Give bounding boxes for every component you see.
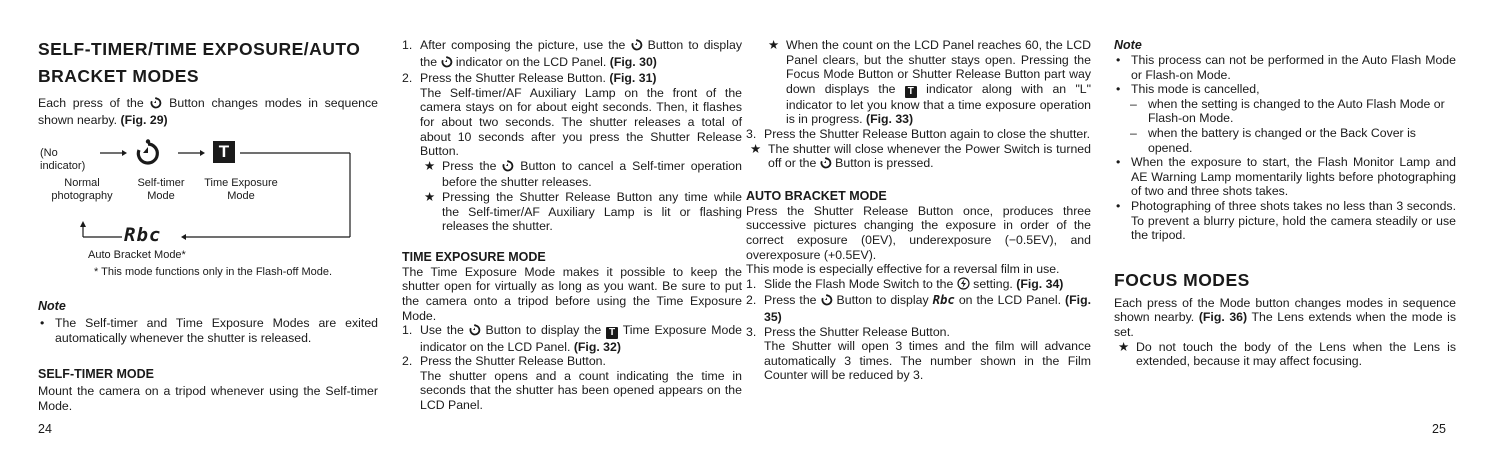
step-1: 1. After composing the picture, use the Button to display the indicator on the LCD Panel. (Fig. 30)	[402, 38, 742, 71]
diagram-footnote: * This mode functions only in the Flash-off Mode.	[94, 266, 333, 279]
note-item: • This process can not be performed in the Auto Flash Mode or Flash-on Mode.	[1116, 53, 1456, 82]
step-2-body: The Self-timer/AF Auxiliary Lamp on the front of the camera stays on for about eight seconds. Then, it flashes for about two seconds. The shutter releases a total of about 10 seconds after you press the Shutter Release Button.	[420, 85, 742, 159]
auto-bracket-text: Press the Shutter Release Button once, produces three successive pictures changing the exposure in order of the correct exposure (0EV), underexposure (−0.5EV), and overexposure (+0.5EV).	[746, 203, 1091, 262]
mode-sequence-diagram	[38, 139, 378, 289]
star-item: ★ Press the Button to cancel a Self-timer operation before the shutter releases.	[424, 158, 742, 190]
auto-bracket-symbol: Rbc	[932, 293, 955, 308]
focus-modes-text: Each press of the Mode button changes modes in sequence shown nearby. (Fig. 36) The Lens extends when the mode is set.	[1114, 295, 1456, 339]
time-step-1: 1. Use the Button to display the T Time Exposure Mode indicator on the LCD Panel. (Fig. 32)	[402, 323, 743, 354]
time-exposure-symbol: T	[213, 141, 235, 163]
note-item: • The Self-timer and Time Exposure Modes are exited automatically whenever the shutter is released.	[40, 316, 378, 345]
auto-bracket-symbol: Rbc	[124, 224, 162, 247]
note-heading: Note	[1114, 38, 1142, 52]
time-exposure-icon: T	[905, 86, 917, 98]
flash-off-icon	[957, 277, 970, 294]
page-title: SELF-TIMER/TIME EXPOSURE/AUTO BRACKET MODES	[38, 39, 361, 86]
intro-paragraph: Each press of the Button changes modes in sequence shown nearby. (Fig. 29)	[38, 96, 378, 127]
self-timer-icon	[820, 157, 832, 173]
left-column-1	[38, 36, 378, 414]
normal-photography-label: Normal photography	[51, 177, 113, 203]
left-column-2	[402, 38, 742, 413]
step-3: 3. Press the Shutter Release Button again to close the shutter.	[746, 126, 1091, 141]
note-dash-item: – when the setting is changed to the Auto Flash Mode or Flash-on Mode.	[1130, 96, 1445, 126]
step-2: 2. Press the Shutter Release Button. (Fig. 31)	[402, 71, 657, 86]
self-timer-icon	[441, 56, 453, 72]
no-indicator-label: (No indicator)	[40, 147, 86, 173]
self-timer-icon	[469, 324, 481, 340]
time-exposure-heading: TIME EXPOSURE MODE	[402, 249, 546, 264]
time-exposure-mode-label: Time Exposure Mode	[204, 177, 278, 203]
auto-step-1: 1. Slide the Flash Mode Switch to the setting. (Fig. 34)	[746, 277, 1091, 294]
self-timer-symbol-icon	[134, 139, 162, 170]
auto-bracket-text-2: This mode is especially effective for a reversal film in use.	[746, 262, 1060, 277]
self-timer-mode-text: Mount the camera on a tripod whenever using the Self-timer Mode.	[38, 384, 378, 413]
self-timer-icon	[150, 97, 162, 113]
note-item: • This mode is cancelled,	[1116, 82, 1260, 97]
page-number-right: 25	[1432, 422, 1446, 436]
star-item: ★ The shutter will close whenever the Power Switch is turned off or the Button is pressed.	[746, 142, 1091, 173]
right-column-2	[1114, 38, 1456, 369]
auto-step-3: 3. Press the Shutter Release Button.	[746, 324, 950, 339]
note-heading: Note	[38, 299, 66, 314]
self-timer-icon	[631, 39, 643, 55]
auto-step-3-body: The Shutter will open 3 times and the film will advance automatically 3 times. The number shown in the Film Counter will be reduced by 3.	[764, 339, 1091, 383]
time-exposure-text: The Time Exposure Mode makes it possible to keep the shutter open for virtually as long as you want. Be sure to put the camera onto a tripod before using the Time Exposure Mode.	[402, 264, 742, 323]
time-step-2: 2. Press the Shutter Release Button.	[402, 354, 606, 369]
auto-step-2: 2. Press the Button to display Rbc on the LCD Panel. (Fig. 35)	[746, 293, 1091, 324]
star-item: ★ Do not touch the body of the Lens when the Lens is extended, because it may affect focusing.	[1118, 339, 1456, 369]
note-dash-item: – when the battery is changed or the Back Cover is opened.	[1130, 125, 1416, 155]
note-item: • When the exposure to start, the Flash Monitor Lamp and AE Warning Lamp momentarily lights before photographing of two and three shots takes.	[1116, 155, 1456, 199]
time-step-2-body: The shutter opens and a count indicating the time in seconds that the shutter has been opened appears on the LCD Panel.	[420, 368, 742, 413]
star-item: ★ When the count on the LCD Panel reaches 60, the LCD Panel clears, but the shutter stays open. Pressing the Focus Mode Button or Shutter Release Button part way down displays the T indicator along with an "L" indicator to let you know that a time exposure operation is in progress. (Fig. 33)	[768, 38, 1092, 127]
right-column-1	[746, 38, 1091, 383]
time-exposure-icon: T	[606, 327, 618, 339]
focus-modes-heading: FOCUS MODES	[1114, 269, 1250, 290]
self-timer-icon	[502, 160, 514, 176]
star-item: ★ Pressing the Shutter Release Button any time while the Self-timer/AF Auxiliary Lamp is lit or flashing releases the shutter.	[424, 189, 742, 234]
auto-bracket-label: Auto Bracket Mode*	[88, 249, 186, 262]
self-timer-icon	[821, 294, 833, 310]
self-timer-mode-label: Self-timer Mode	[137, 177, 185, 203]
page-number-left: 24	[38, 422, 52, 436]
auto-bracket-heading: AUTO BRACKET MODE	[746, 188, 887, 203]
note-item: • Photographing of three shots takes no less than 3 seconds. To prevent a blurry picture, hold the camera steadily or use the tripod.	[1116, 198, 1456, 243]
self-timer-mode-heading: SELF-TIMER MODE	[38, 367, 154, 382]
